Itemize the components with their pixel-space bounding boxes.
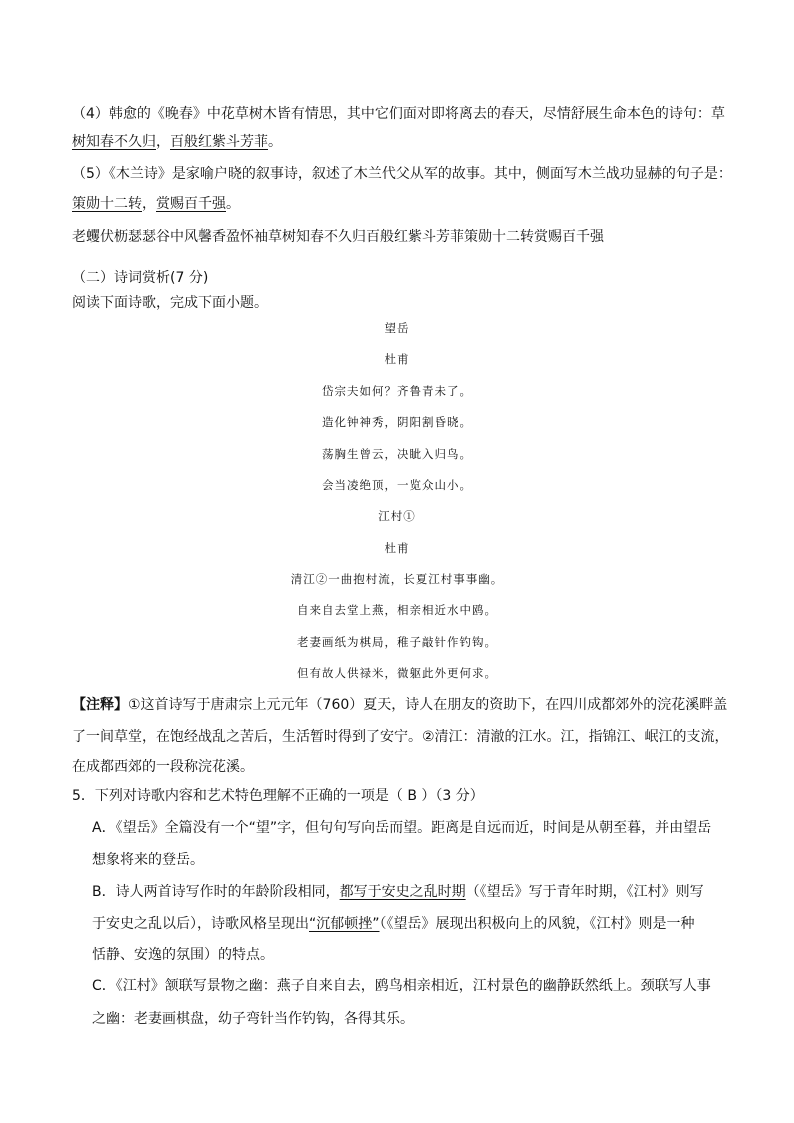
poem2-line: 但有故人供禄米，微躯此外更何求。 [297,666,497,680]
answer-key: 老蠼伏枥瑟瑟谷中风馨香盈怀袖草树知春不久归百般红紫斗芳菲策勋十二转赏赐百千强 [72,229,604,245]
q4-end: 。 [268,134,282,150]
note-line3: 在成都西郊的一段称浣花溪。 [72,759,254,775]
poem2-author: 杜甫 [384,541,410,555]
note-line1 [72,695,727,715]
note-line2: 了一间草堂，在饱经战乱之苦后，生活暂时得到了安宁。②清江：清澈的江水。江，指锦江、岷江的支流， [72,729,729,745]
option-b-text: B．诗人两首诗写作时的年龄阶段相同， [92,884,340,900]
option-c-line1: C．《江村》颔联写景物之幽：燕子自来自去，鸥鸟相亲相近，江村景色的幽静跃然纸上。颈联写人事 [92,978,711,994]
poem1-title: 望岳 [384,321,410,335]
poem1-line: 荡胸生曾云，决眦入归鸟。 [322,447,472,461]
note-label: 【注释】 [72,697,128,713]
poem1-line: 岱宗夫如何？齐鲁青未了。 [322,384,472,398]
q5-line2 [72,194,240,214]
q4-line1: （4）韩愈的《晚春》中花草树木皆有情思，其中它们面对即将离去的春天，尽情舒展生命本色的诗句：草 [72,106,725,122]
option-b-text: （《望岳》写于青年时期，《江村》则写 [465,884,704,900]
question5-stem: 5．下列对诗歌内容和艺术特色理解不正确的一项是（ B ）（3 分） [72,788,484,804]
option-a-line1: A．《望岳》全篇没有一个“望”字，但句句写向岳而望。距离是自远而近，时间是从朝至暮，并由望岳 [92,820,712,836]
poem2-line: 老妻画纸为棋局，稚子敲针作钓钩。 [297,635,497,649]
option-b-underlined: 都写于安史之乱时期 [339,884,466,900]
q5-end: 。 [226,196,240,212]
section-title: （二）诗词赏析(7 分) [72,270,209,286]
option-b-line2 [92,914,695,934]
poem1-line: 造化钟神秀，阴阳割昏晓。 [322,415,472,429]
q4-sep: ， [156,134,170,150]
option-b-line1 [92,882,704,902]
q5-answer-b: 赏赐百千强 [156,196,226,212]
option-a-line2: 想象将来的登岳。 [92,852,204,868]
option-b-text: （《望岳》展现出积极向上的风貌，《江村》则是一种 [379,916,695,932]
instruction: 阅读下面诗歌，完成下面小题。 [72,295,268,311]
poem1-line: 会当凌绝顶，一览众山小。 [322,478,472,492]
q4-answer-a: 树知春不久归 [72,134,156,150]
q4-line2 [72,132,282,152]
poem1-author: 杜甫 [384,352,410,366]
q5-answer-a: 策勋十二转 [72,196,142,212]
poem2-line: 自来自去堂上燕，相亲相近水中鸥。 [297,603,497,617]
q4-answer-b: 百般红紫斗芳菲 [170,134,268,150]
q5-sep: ， [142,196,156,212]
option-c-line2: 之幽：老妻画棋盘，幼子弯针当作钓钩，各得其乐。 [92,1011,414,1027]
option-b-line3: 恬静、安逸的氛围）的特点。 [92,947,274,963]
option-b-underlined: “沉郁顿挫” [309,916,380,932]
note-text: ①这首诗写于唐肃宗上元元年（760）夏天，诗人在朋友的资助下，在四川成都郊外的浣花溪畔盖 [128,697,728,713]
q5-line1: （5）《木兰诗》是家喻户晓的叙事诗，叙述了木兰代父从军的故事。其中，侧面写木兰战功显赫的句子是： [72,166,732,182]
option-b-text: 于安史之乱以后），诗歌风格呈现出 [92,916,309,932]
poem2-title: 江村① [378,509,416,523]
poem2-line: 清江②一曲抱村流，长夏江村事事幽。 [290,572,504,586]
